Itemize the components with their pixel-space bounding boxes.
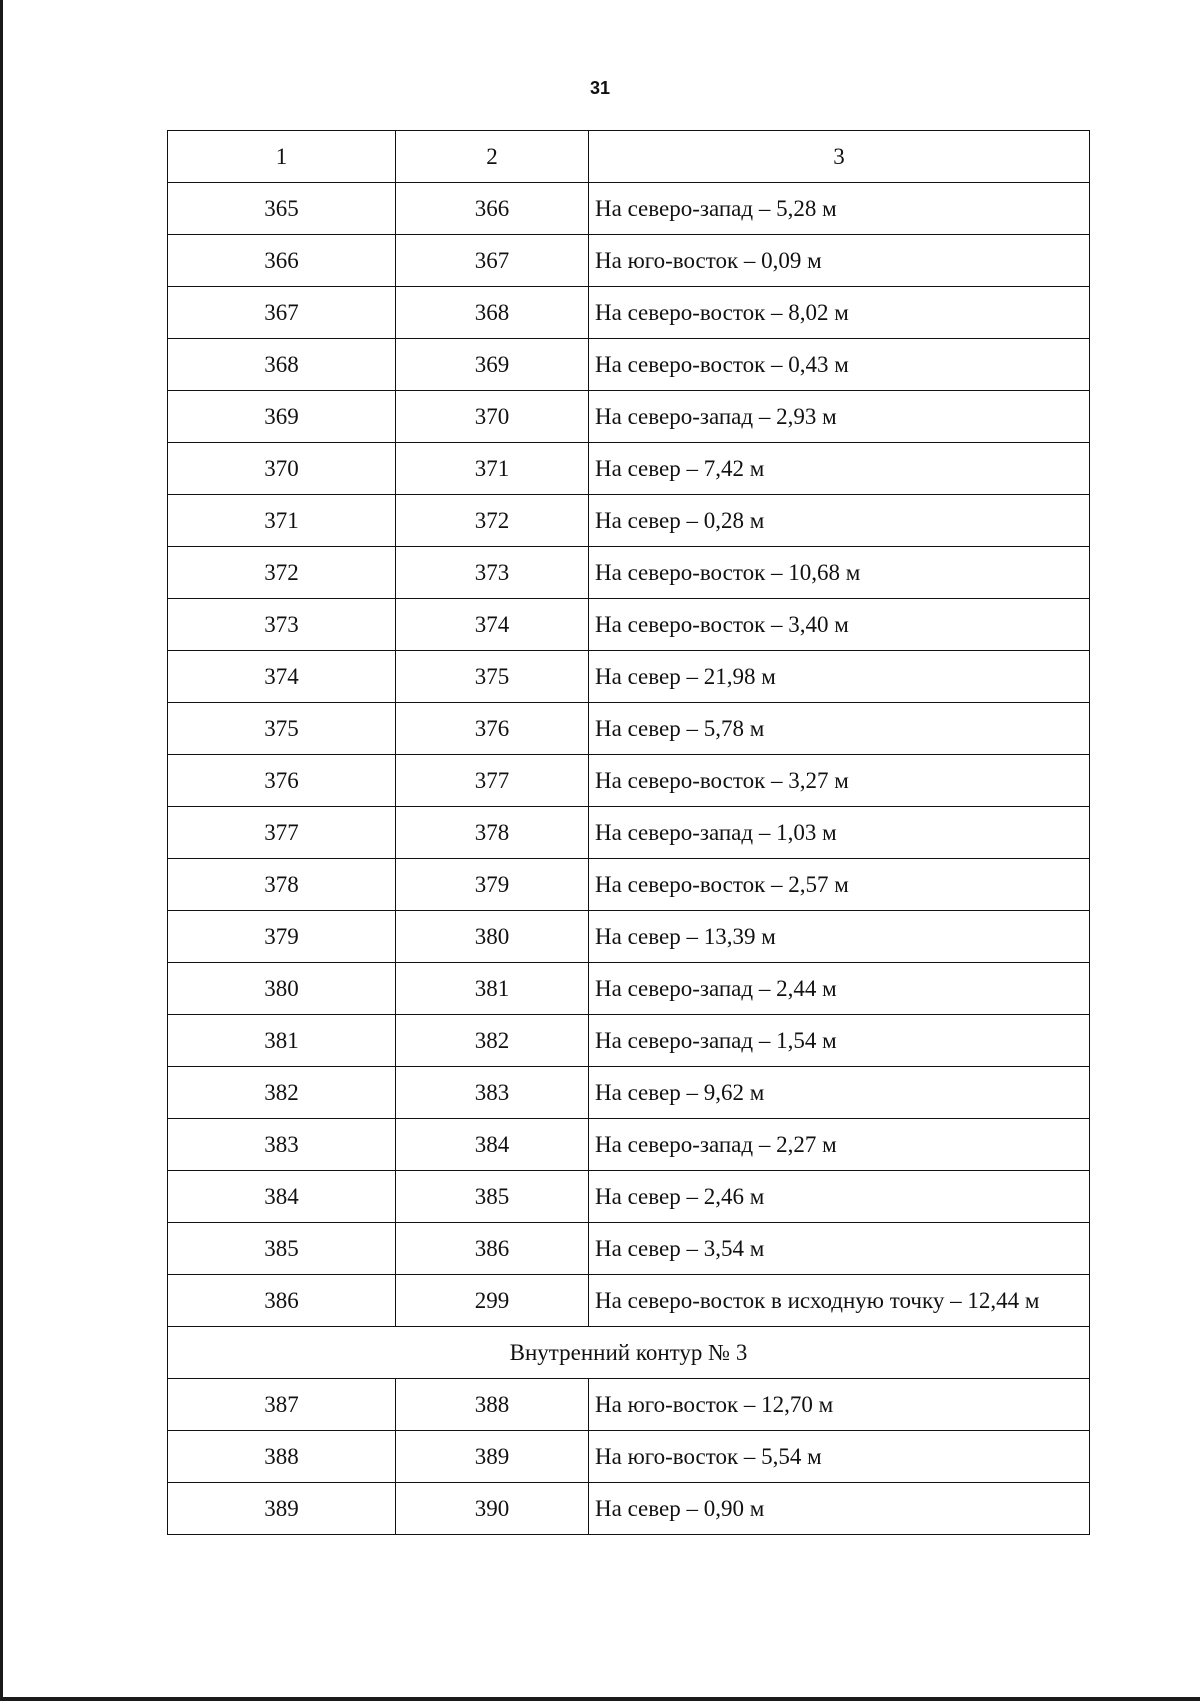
direction-distance-cell: На северо-запад – 5,28 м bbox=[589, 183, 1090, 235]
to-point-cell: 385 bbox=[396, 1171, 589, 1223]
table-row bbox=[168, 183, 1090, 235]
table-row bbox=[168, 495, 1090, 547]
direction-distance-cell: На север – 0,28 м bbox=[589, 495, 1090, 547]
direction-distance-cell: На юго-восток – 12,70 м bbox=[589, 1379, 1090, 1431]
direction-distance-cell: На северо-запад – 1,03 м bbox=[589, 807, 1090, 859]
to-point-cell: 390 bbox=[396, 1483, 589, 1535]
table-row bbox=[168, 547, 1090, 599]
from-point-cell: 376 bbox=[168, 755, 396, 807]
direction-distance-cell: На север – 13,39 м bbox=[589, 911, 1090, 963]
direction-distance-cell: На север – 5,78 м bbox=[589, 703, 1090, 755]
table-row bbox=[168, 651, 1090, 703]
direction-distance-cell: На северо-запад – 2,93 м bbox=[589, 391, 1090, 443]
section-row bbox=[168, 1327, 1090, 1379]
to-point-cell: 374 bbox=[396, 599, 589, 651]
table-row bbox=[168, 1431, 1090, 1483]
header-cell-1: 1 bbox=[168, 131, 396, 183]
direction-distance-cell: На север – 2,46 м bbox=[589, 1171, 1090, 1223]
table-row bbox=[168, 1015, 1090, 1067]
to-point-cell: 370 bbox=[396, 391, 589, 443]
direction-distance-cell: На северо-восток – 3,40 м bbox=[589, 599, 1090, 651]
to-point-cell: 377 bbox=[396, 755, 589, 807]
from-point-cell: 367 bbox=[168, 287, 396, 339]
direction-distance-cell: На северо-восток – 2,57 м bbox=[589, 859, 1090, 911]
from-point-cell: 383 bbox=[168, 1119, 396, 1171]
table-header-row bbox=[168, 131, 1090, 183]
from-point-cell: 382 bbox=[168, 1067, 396, 1119]
from-point-cell: 369 bbox=[168, 391, 396, 443]
direction-distance-cell: На северо-восток – 0,43 м bbox=[589, 339, 1090, 391]
header-cell-3: 3 bbox=[589, 131, 1090, 183]
to-point-cell: 388 bbox=[396, 1379, 589, 1431]
direction-distance-cell: На северо-восток – 8,02 м bbox=[589, 287, 1090, 339]
from-point-cell: 372 bbox=[168, 547, 396, 599]
direction-distance-cell: На северо-запад – 1,54 м bbox=[589, 1015, 1090, 1067]
table-row bbox=[168, 1223, 1090, 1275]
direction-distance-cell: На северо-восток – 3,27 м bbox=[589, 755, 1090, 807]
from-point-cell: 368 bbox=[168, 339, 396, 391]
boundary-table-body bbox=[168, 131, 1090, 1535]
table-row bbox=[168, 235, 1090, 287]
table-row bbox=[168, 1067, 1090, 1119]
from-point-cell: 370 bbox=[168, 443, 396, 495]
to-point-cell: 383 bbox=[396, 1067, 589, 1119]
direction-distance-cell: На север – 3,54 м bbox=[589, 1223, 1090, 1275]
from-point-cell: 371 bbox=[168, 495, 396, 547]
to-point-cell: 379 bbox=[396, 859, 589, 911]
section-title: Внутренний контур № 3 bbox=[168, 1327, 1090, 1379]
from-point-cell: 388 bbox=[168, 1431, 396, 1483]
table-row bbox=[168, 1119, 1090, 1171]
to-point-cell: 299 bbox=[396, 1275, 589, 1327]
from-point-cell: 381 bbox=[168, 1015, 396, 1067]
from-point-cell: 387 bbox=[168, 1379, 396, 1431]
to-point-cell: 382 bbox=[396, 1015, 589, 1067]
from-point-cell: 366 bbox=[168, 235, 396, 287]
from-point-cell: 384 bbox=[168, 1171, 396, 1223]
direction-distance-cell: На юго-восток – 5,54 м bbox=[589, 1431, 1090, 1483]
table-row bbox=[168, 963, 1090, 1015]
to-point-cell: 375 bbox=[396, 651, 589, 703]
from-point-cell: 386 bbox=[168, 1275, 396, 1327]
from-point-cell: 375 bbox=[168, 703, 396, 755]
to-point-cell: 381 bbox=[396, 963, 589, 1015]
boundary-table bbox=[167, 130, 1090, 1535]
to-point-cell: 380 bbox=[396, 911, 589, 963]
to-point-cell: 389 bbox=[396, 1431, 589, 1483]
table-row bbox=[168, 339, 1090, 391]
from-point-cell: 379 bbox=[168, 911, 396, 963]
from-point-cell: 374 bbox=[168, 651, 396, 703]
to-point-cell: 378 bbox=[396, 807, 589, 859]
scan-edge-bottom bbox=[0, 1697, 1200, 1701]
direction-distance-cell: На юго-восток – 0,09 м bbox=[589, 235, 1090, 287]
to-point-cell: 366 bbox=[396, 183, 589, 235]
direction-distance-cell: На северо-восток – 10,68 м bbox=[589, 547, 1090, 599]
from-point-cell: 385 bbox=[168, 1223, 396, 1275]
table-row bbox=[168, 859, 1090, 911]
table-row bbox=[168, 599, 1090, 651]
table-row bbox=[168, 1275, 1090, 1327]
table-row bbox=[168, 807, 1090, 859]
header-cell-2: 2 bbox=[396, 131, 589, 183]
from-point-cell: 380 bbox=[168, 963, 396, 1015]
direction-distance-cell: На север – 9,62 м bbox=[589, 1067, 1090, 1119]
from-point-cell: 389 bbox=[168, 1483, 396, 1535]
table-row bbox=[168, 911, 1090, 963]
table-row bbox=[168, 703, 1090, 755]
from-point-cell: 373 bbox=[168, 599, 396, 651]
table-row bbox=[168, 287, 1090, 339]
to-point-cell: 372 bbox=[396, 495, 589, 547]
from-point-cell: 377 bbox=[168, 807, 396, 859]
to-point-cell: 373 bbox=[396, 547, 589, 599]
table-row bbox=[168, 1171, 1090, 1223]
to-point-cell: 367 bbox=[396, 235, 589, 287]
direction-distance-cell: На северо-восток в исходную точку – 12,44 м bbox=[589, 1275, 1090, 1327]
to-point-cell: 376 bbox=[396, 703, 589, 755]
direction-distance-cell: На северо-запад – 2,27 м bbox=[589, 1119, 1090, 1171]
table-row bbox=[168, 1483, 1090, 1535]
direction-distance-cell: На север – 7,42 м bbox=[589, 443, 1090, 495]
table-row bbox=[168, 443, 1090, 495]
from-point-cell: 378 bbox=[168, 859, 396, 911]
scan-edge-left bbox=[0, 0, 3, 1701]
to-point-cell: 386 bbox=[396, 1223, 589, 1275]
page-number: 31 bbox=[589, 78, 611, 98]
table-row bbox=[168, 755, 1090, 807]
from-point-cell: 365 bbox=[168, 183, 396, 235]
direction-distance-cell: На северо-запад – 2,44 м bbox=[589, 963, 1090, 1015]
direction-distance-cell: На север – 0,90 м bbox=[589, 1483, 1090, 1535]
table-row bbox=[168, 391, 1090, 443]
table-row bbox=[168, 1379, 1090, 1431]
to-point-cell: 371 bbox=[396, 443, 589, 495]
to-point-cell: 384 bbox=[396, 1119, 589, 1171]
to-point-cell: 368 bbox=[396, 287, 589, 339]
direction-distance-cell: На север – 21,98 м bbox=[589, 651, 1090, 703]
to-point-cell: 369 bbox=[396, 339, 589, 391]
